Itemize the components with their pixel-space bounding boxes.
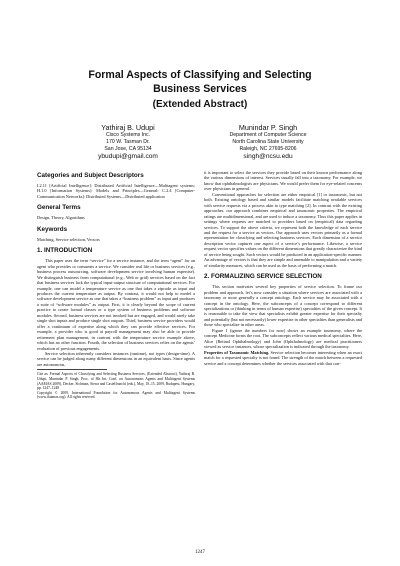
left-column bbox=[37, 170, 195, 400]
author-email: singh@ncsu.edu bbox=[243, 153, 293, 160]
properties-paragraph bbox=[204, 350, 362, 366]
author-email: ybudupi@gmail.com bbox=[98, 153, 158, 160]
section-2-heading: 2. FORMALIZING SERVICE SELECTION bbox=[204, 273, 322, 281]
author-address-street: 170 W. Tasman Dr. bbox=[106, 139, 150, 145]
author-affiliation: Cisco Systems Inc. bbox=[105, 132, 151, 138]
author-name: Yathiraj B. Udupi bbox=[101, 123, 155, 132]
introduction-paragraph-2: Service selection inherently considers instances (runtime), not types (design-time). A service can be judged along many different dimensions in an equivalent basis. Since agents are autonomous, bbox=[37, 350, 195, 367]
author-address-city: Raleigh, NC 27695-8206 bbox=[239, 146, 297, 152]
citation-footnote: Cite as: Formal Aspects of Classifying and Selecting Business Services, (Extended Abstract), Yathiraj B. Udupi, Munindar P. Singh, Proc. of 8th Int. Conf. on Autonomous Agents and Multiagent Systems (AAMAS 2009), Decker, Sichman, Sierra and Castelfranchi (eds.), May, 10–15, 2009, Budapest, Hungary, pp. 1247–1248 bbox=[37, 372, 195, 391]
general-terms-text: Design, Theory, Algorithms bbox=[37, 215, 85, 221]
author-name: Munindar P. Singh bbox=[238, 123, 298, 132]
author-block-2 bbox=[198, 123, 338, 161]
paper-subtitle: (Extended Abstract) bbox=[152, 99, 248, 110]
keywords-heading: Keywords bbox=[37, 225, 68, 233]
author-affiliation: Department of Computer Science bbox=[229, 132, 307, 138]
general-terms-heading: General Terms bbox=[37, 204, 81, 212]
keywords-text: Matching, Service selection, Vectors bbox=[37, 236, 100, 242]
body-paragraph-1: it is important to select the services they provide based on their known performance along the various dimensions of interest. Services usually fall into a taxonomy. For example, we know that ophthalmologists are physicians. We would prefer them for eye-related concerns over physicians in general. bbox=[204, 170, 362, 192]
properties-run-in-heading: Properties of Taxonomic Matching. bbox=[204, 349, 270, 355]
author-block-1 bbox=[58, 123, 198, 161]
author-address-city: San Jose, CA 95134 bbox=[104, 146, 152, 152]
footnote-divider bbox=[37, 369, 107, 370]
section-2-paragraph-1: This section motivates several key properties of service selection. To frame our problem and approach, let’s now consider a situation where services are associated with a taxonomy or more generally a concept ontology. Each service may be associated with a concept in the ontology. Here, the subconcepts of a concept correspond to different specializations or (thinking in terms of human expertise) specialties of the given concept. It is reasonable to take the view that specialists exhibit greater expertise for their specialty and potentially (but not necessarily) lower expertise in other specialties than generalists and those who specialize in other areas. bbox=[204, 284, 362, 328]
properties-text: Service selection becomes interesting when an exact match for a requested specialty is not found. The strength of the match between a requested service and a concept determines whether the services associated with that con- bbox=[204, 349, 363, 366]
introduction-heading: 1. INTRODUCTION bbox=[37, 247, 93, 255]
right-column bbox=[204, 170, 362, 366]
copyright-notice: Copyright © 2009, International Foundation for Autonomous Agents and Multiagent Systems (www.ifaamas.org). All rights reserved. bbox=[37, 390, 195, 400]
categories-heading: Categories and Subject Descriptors bbox=[37, 172, 144, 179]
paper-title-line2: Business Services bbox=[153, 83, 247, 95]
categories-text: I.2.11 [Artificial Intelligence]: Distributed Artificial Intelligence—Multiagent systems; H.1.0 [Information Systems]: Models and Principles—General; C.2.4 [Computer-Communication Networks]: Distributed Systems—Distributed application bbox=[37, 183, 195, 199]
section-2-paragraph-2: Figure 1 (ignore the numbers for now) shows an example taxonomy, where the concept Medicine forms the root. The subconcepts reflect various medical specialties. Here, Alice (Retinal Ophthalmology) and John (Ophthalmology) are medical practitioners viewed as service instances, whose specialization is indicated through the taxonomy. bbox=[204, 327, 362, 350]
body-paragraph-2: Conventional approaches for selection are either empirical [1] or taxonomic, but not both. Existing ontology based and similar models facilitate matching available services with service requests via a process akin to type matching [2]. In contrast with the existing approaches, our approach combines empirical and taxonomic properties. The empirical ratings are multidimensional, and are used to induce a taxonomy. Thus this paper applies in settings where requests are matched to providers based on (empirical) data regarding services. To support the above criteria, we represent both the knowledge of each service and the request for a service as vectors. Our approach uses vectors primarily as a formal representation for classifying and selecting business services. Each dimension of a service description vector captures one aspect of a service’s performance. Likewise, a service request vector specifies values on the different dimensions that greatly characterize the kind of service being sought. Such vectors would be produced in an application-specific manner. An advantage of vectors is that they are simple and amenable to manipulation and a variety of similarity measures, which can be used as the basis of performing a match. bbox=[204, 191, 362, 268]
page-number: 1247 bbox=[195, 550, 205, 555]
introduction-paragraph-1: This paper uses the term “service” for a service instance, and the term “agent” for an agent who provides or consumes a service. We consider real life or business services (e.g., business process outsourcing, software development service involving human expertise). We distinguish business from computational (e.g., Web or grid) services based on the fact that business services lack the typical input-output structure of computational services. For example, one can model a temperature service as one that takes a zipcode as input and produces the current temperature as output. By contrast, it would not help to model a software development service as one that takes a “business problem” as input and produces a suite of “software modules” as output. First, it is clearly beyond the scope of current practice to create formal classes or a type system of business problems and software modules. Second, business services are not invoked but are engaged, and would rarely take single shot inputs and produce single shot outputs. Third, business service providers would offer a continuum of expertise along which they can provide effective services. For example, a provider who is good at payroll management may also be able to provide retirement plan management, in contrast with the temperature service example above, which has no other function. Fourth, the selection of business services relies on the agents’ evaluation of previous engagements. bbox=[37, 258, 195, 351]
author-university: North Carolina State University bbox=[232, 139, 304, 145]
paper-title-line1: Formal Aspects of Classifying and Selecting bbox=[88, 69, 312, 81]
